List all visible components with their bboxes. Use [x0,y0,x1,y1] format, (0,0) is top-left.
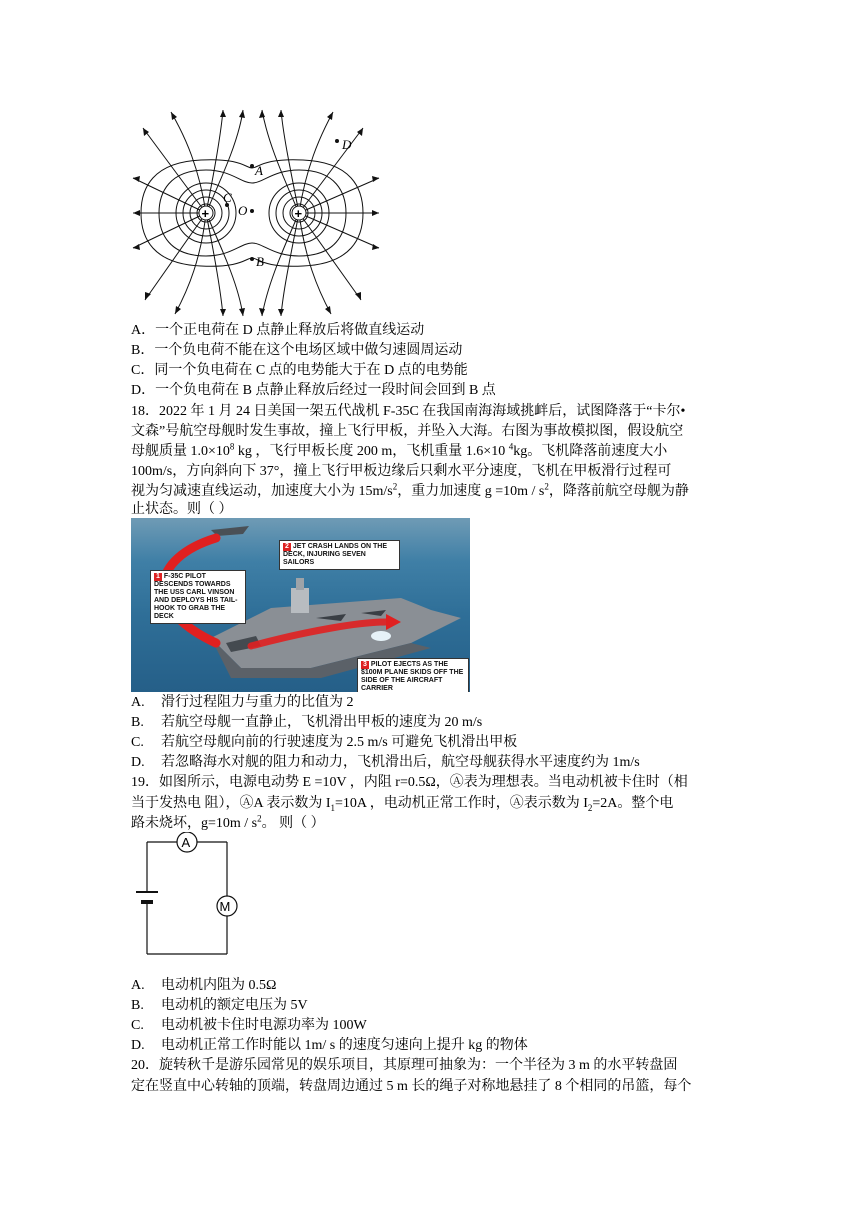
circuit-diagram [131,832,241,958]
option-label: D. [131,1038,145,1053]
q19-option-c [131,1016,367,1036]
q19-line-2-c: =2A。整个电 [592,796,674,811]
option-label: C. [131,1018,144,1033]
option-label: D. [131,755,145,770]
option-text: 电动机正常工作时能以 1m/ s 的速度匀速向上提升 kg 的物体 [161,1038,528,1053]
q18-line-3-mid: kg ，飞行甲板长度 200 m，飞机重量 1.6×10 [234,444,509,459]
q18-line-3-start: 母舰质量 1.0×10 [131,444,230,459]
option-label: C. [131,735,144,750]
ammeter-symbol: A [181,835,191,850]
option-text: 电动机内阻为 0.5Ω [161,978,277,993]
option-text: 一个负电荷在 B 点静止释放后经过一段时间会回到 B 点 [155,383,496,398]
exponent: 2 [392,481,398,492]
q18-line-6: 止状态。则（ ） [131,502,233,517]
option-label: B． [131,343,155,358]
aircraft-carrier-photo [131,518,470,692]
option-label: B. [131,715,144,730]
q18-option-d [131,753,640,773]
option-label: A． [131,323,156,338]
left-charge-sign: + [201,206,210,221]
option-text: 若忽略海水对舰的阻力和动力，飞机滑出后，航空母舰获得水平速度约为 1m/s [161,755,640,770]
q18-option-b [131,713,482,733]
point-o-label: O [238,203,248,218]
q18-option-c [131,733,517,753]
battery-short-plate [141,900,153,904]
q19-line-3 [131,814,325,834]
q19-option-d [131,1036,528,1056]
option-text: 若航空母舰一直静止，飞机滑出甲板的速度为 20 m/s [161,715,483,730]
option-text: 滑行过程阻力与重力的比值为 2 [161,695,354,710]
q19-option-a [131,976,276,996]
point-b-label: B [256,254,264,269]
subscript: 2 [587,802,593,813]
battery-long-plate [136,891,158,893]
option-text: 一个负电荷不能在这个电场区域中做匀速圆周运动 [154,343,463,358]
option-label: D． [131,383,156,398]
exponent: 8 [229,441,235,452]
step-number: 1 [156,573,160,580]
exponent: 2 [257,813,262,824]
q18-line-5 [131,482,689,502]
q19-line-2-b: =10A ，电动机正常工作时，Ⓐ表示数为 I [335,796,588,811]
option-text: 电动机被卡住时电源功率为 100W [161,1018,367,1033]
q19-line-2 [131,794,673,814]
q18-option-a [131,693,354,713]
q17-option-d [131,381,496,401]
caption-text: F-35C PILOT DESCENDS TOWARDS THE USS CARL VINSON AND DEPLOYS HIS TAIL-HOOK TO GRAB THE DECK [154,573,238,620]
option-text: 同一个负电荷在 C 点的电势能大于在 D 点的电势能 [154,363,468,378]
subscript: 1 [330,802,335,813]
option-text: 电动机的额定电压为 5V [161,998,308,1013]
q18-line-1: 18．2022 年 1 月 24 日美国一架五代战机 F-35C 在我国南海海域挑衅后，试图降落于“卡尔• [131,404,686,419]
point-c-label: C [223,190,232,205]
option-label: A. [131,978,145,993]
q17-option-c [131,361,468,381]
caption-step-1 [150,570,246,624]
q20-line-2: 定在竖直中心转轴的顶端，转盘周边通过 5 m 长的绳子对称地悬挂了 8 个相同的吊篮，每个 [131,1079,692,1094]
caption-step-2 [279,540,400,570]
caption-step-3 [357,658,469,692]
exponent: 2 [544,481,549,492]
q18-line-5-mid: ，重力加速度 g =10m / s [397,484,545,499]
q18-line-3 [131,442,667,462]
electric-field-diagram [131,108,381,318]
step-number: 3 [363,661,367,668]
option-label: B. [131,998,144,1013]
point-d-label: D [342,137,352,152]
right-charge-sign: + [294,206,303,221]
point-a-label: A [255,163,263,178]
q17-option-a [131,321,424,341]
q19-option-b [131,996,308,1016]
option-label: C． [131,363,155,378]
option-label: A. [131,695,145,710]
q18-line-5-end: ，降落前航空母舰为静 [548,484,689,499]
caption-text: PILOT EJECTS AS THE $100M PLANE SKIDS OFF THE SIDE OF THE AIRCRAFT CARRIER [361,661,464,692]
caption-text: JET CRASH LANDS ON THE DECK, INJURING SEVEN SAILORS [283,543,388,566]
q19-line-2-a: 当于发热电 阻），ⒶA 表示数为 I [131,796,331,811]
q19-line-3-b: 。 则（ ） [261,816,325,831]
q18-line-5-start: 视为匀减速直线运动，加速度大小为 15m/s [131,484,393,499]
q19-line-3-a: 路未烧坏，g=10m / s [131,816,258,831]
option-text: 一个正电荷在 D 点静止释放后将做直线运动 [155,323,425,338]
q19-line-1: 19．如图所示，电源电动势 E =10V ，内阻 r=0.5Ω，Ⓐ表为理想表。当电动机被卡住时（相 [131,775,688,790]
step-number: 2 [285,543,289,550]
q18-line-3-end: kg。飞机降落前速度大小 [513,444,668,459]
q20-line-1: 20．旋转秋千是游乐园常见的娱乐项目，其原理可抽象为：一个半径为 3 m 的水平转盘固 [131,1058,678,1073]
motor-symbol: M [219,899,231,914]
q18-line-4: 100m/s，方向斜向下 37°，撞上飞行甲板边缘后只剩水平分速度，飞机在甲板滑行过程可 [131,464,672,479]
q18-line-2: 文森”号航空母舰时发生事故，撞上飞行甲板，并坠入大海。右图为事故模拟图，假设航空 [131,424,684,439]
exponent: 4 [508,441,514,452]
option-text: 若航空母舰向前的行驶速度为 2.5 m/s 可避免飞机滑出甲板 [161,735,518,750]
q17-option-b [131,341,462,361]
